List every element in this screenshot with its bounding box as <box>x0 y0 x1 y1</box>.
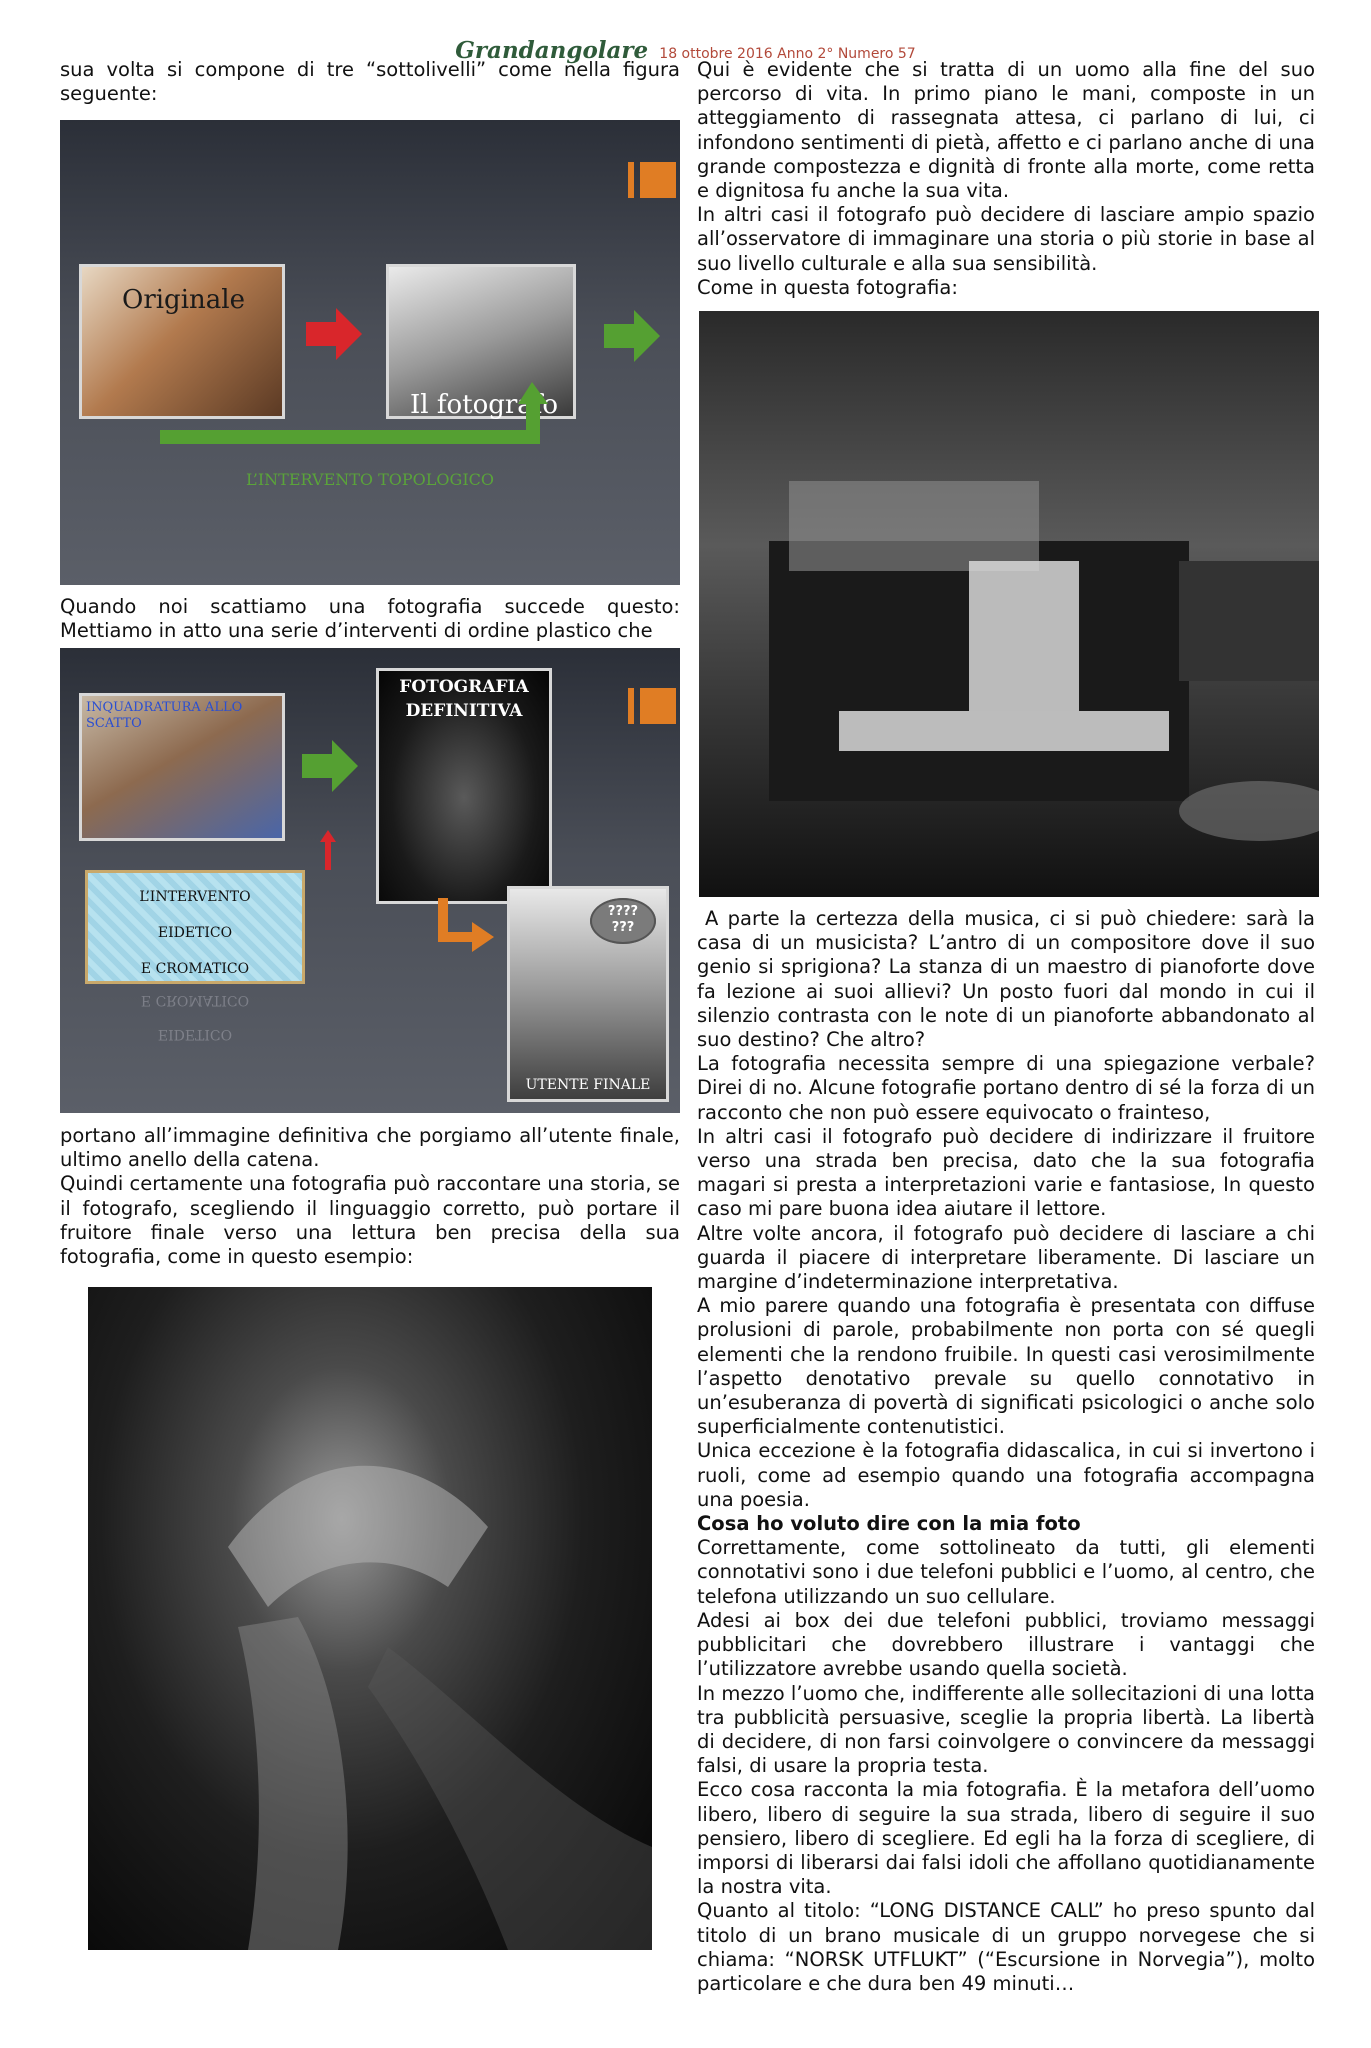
section-heading: Cosa ho voluto dire con la mia foto <box>697 1512 1081 1536</box>
paragraph: sua volta si compone di tre “sottolivelli” come nella figura seguente: <box>60 58 680 106</box>
paragraph: Unica eccezione è la fotografia didascalica, in cui si invertono i ruoli, come ad esempio quando una fotografia accompagna una poesia. <box>697 1439 1315 1511</box>
paragraph: Quindi certamente una fotografia può raccontare una storia, se il fotografo, scegliendo il linguaggio corretto, può portare il fruitore finale verso una lettura ben precisa della sua fotografia, come in questo esempio: <box>60 1172 680 1269</box>
piano-photo-shapes <box>699 311 1319 897</box>
paragraph: In mezzo l’uomo che, indifferente alle sollecitazioni di una lotta tra pubblicità persuasive, sceglie la propria libertà. La libertà di decidere, di non farsi coinvolgere o convincere da messaggi falsi, di usare la propria testa. <box>697 1681 1315 1778</box>
thought-bubble-text <box>590 904 656 936</box>
green-connector-arrow <box>160 382 640 462</box>
red-arrow-icon <box>306 308 364 360</box>
reflection-line: E CROMATICO <box>140 992 250 1008</box>
box-line: E CROMATICO <box>140 961 250 977</box>
old-man-hands-photo <box>88 1287 652 1950</box>
right-text-block-1 <box>697 58 1315 300</box>
right-text-block-2 <box>697 907 1315 1996</box>
bubble-line: ??? <box>611 920 635 935</box>
orange-square-icon <box>640 162 676 198</box>
issue-info: 18 ottobre 2016 Anno 2° Numero 57 <box>659 46 916 62</box>
final-photo <box>376 668 552 904</box>
paragraph: Correttamente, come sottolineato da tutti, gli elementi connotativi sono i due telefoni pubblici e l’uomo, al centro, che telefona utilizzando un suo cellulare. <box>697 1536 1315 1608</box>
green-arrow-icon <box>604 310 662 362</box>
orange-square-icon <box>640 688 676 724</box>
hands-photo-shapes <box>88 1287 652 1950</box>
framing-photo <box>79 693 285 841</box>
paragraph: A mio parere quando una fotografia è presentata con diffuse prolusioni di parole, probabilmente non porta con sé quegli elementi che la rendono fruibile. In questi casi verosimilmente l’aspetto denotativo prevale su quello connotativo in un’esuberanza di povertà di significati psicologici o anche solo superficialmente contenutistici. <box>697 1294 1315 1439</box>
paragraph: Qui è evidente che si tratta di un uomo alla fine del suo percorso di vita. In primo piano le mani, composte in un atteggiamento di rassegnata attesa, ci parlano di lui, ci infondono sentimenti di pietà, affetto e ci parlano anche di una grande compostezza e dignità di fronte alla morte, come retta e dignitosa fu anche la sua vita. <box>697 58 1315 203</box>
paragraph: In altri casi il fotografo può decidere di indirizzare il fruitore verso una strada ben precisa, dato che la sua fotografia magari si presta a interpretazioni varie e fantasiose, In questo caso mi pare buona idea aiutare il lettore. <box>697 1124 1315 1221</box>
paragraph: La fotografia necessita sempre di una spiegazione verbale? Direi di no. Alcune fotografie portano dentro di sé la forza di un racconto che non può essere equivocato o frainteso, <box>697 1052 1315 1124</box>
magazine-title: Grandangolare <box>455 37 649 64</box>
paragraph: In altri casi il fotografo può decidere di lasciare ampio spazio all’osservatore di immaginare una storia o più storie in base al suo livello culturale e alla sua sensibilità. <box>697 203 1315 275</box>
paragraph: Ecco cosa racconta la mia fotografia. È la metafora dell’uomo libero, libero di seguire la sua strada, libero di seguire il suo pensiero, libero di scegliere. Ed egli ha la forza di scegliere, di imporsi di liberarsi dai falsi idoli che affollano quotidianamente la nostra vita. <box>697 1778 1315 1899</box>
framing-label: INQUADRATURA ALLO SCATTO <box>86 700 243 731</box>
thought-bubble-icon <box>590 898 656 944</box>
paragraph: Quanto al titolo: “LONG DISTANCE CALL” ho preso spunto dal titolo di un brano musicale di un gruppo norvegese che si chiama: “NORSK UTFLUKT” (“Escursione in Norvegia”), molto particolare e che dura ben 49 minuti… <box>697 1899 1315 1995</box>
photographer-label: Il fotografo <box>410 390 559 420</box>
diagram-topological <box>60 120 680 585</box>
piano-photo <box>699 311 1319 897</box>
diagram-eidetic <box>60 648 680 1113</box>
bubble-line: ???? <box>607 904 639 919</box>
orange-arrow-icon <box>438 898 498 954</box>
end-user-label: UTENTE FINALE <box>525 1077 651 1093</box>
eidetic-box <box>85 870 305 984</box>
left-text-block-1 <box>60 595 680 643</box>
final-photo-label: FOTOGRAFIA DEFINITIVA <box>399 677 529 721</box>
paragraph: Altre volte ancora, il fotografo può decidere di lasciare a chi guarda il piacere di interpretare liberamente. Di lasciare un margine d’indeterminazione interpretativa. <box>697 1221 1315 1294</box>
paragraph: Quando noi scattiamo una fotografia succede questo: Mettiamo in atto una serie d’interventi di ordine plastico che <box>60 595 680 643</box>
paragraph: Come in questa fotografia: <box>697 275 958 299</box>
paragraph: A parte la certezza della musica, ci si può chiedere: sarà la casa di un musicista? L’antro di un compositore dove il suo genio si sprigiona? La stanza di un maestro di pianoforte dove fa lezione ai suoi allievi? Un posto fuori dal mondo in cui il silenzio contrasta con le note di un pianoforte abbandonato al suo destino? Che altro? <box>697 907 1315 1052</box>
box-line: EIDETICO <box>157 925 233 941</box>
eidetic-reflection <box>85 983 305 1051</box>
original-label: Originale <box>122 285 245 315</box>
box-line: L’INTERVENTO <box>139 889 251 905</box>
green-arrow-icon <box>302 740 360 792</box>
paragraph: portano all’immagine definitiva che porgiamo all’utente finale, ultimo anello della catena. <box>60 1124 680 1172</box>
eidetic-box-text <box>88 879 302 987</box>
paragraph: Adesi ai box dei due telefoni pubblici, troviamo messaggi pubblicitari che dovrebbero illustrare i vantaggi che l’utilizzatore avrebbe usando quella società. <box>697 1608 1315 1681</box>
left-intro-text <box>60 58 680 106</box>
slide1-caption: L’INTERVENTO TOPOLOGICO <box>245 470 494 489</box>
red-up-arrow-icon <box>320 830 336 870</box>
left-text-block-2 <box>60 1124 680 1269</box>
reflection-line: EIDETICO <box>157 1026 233 1042</box>
